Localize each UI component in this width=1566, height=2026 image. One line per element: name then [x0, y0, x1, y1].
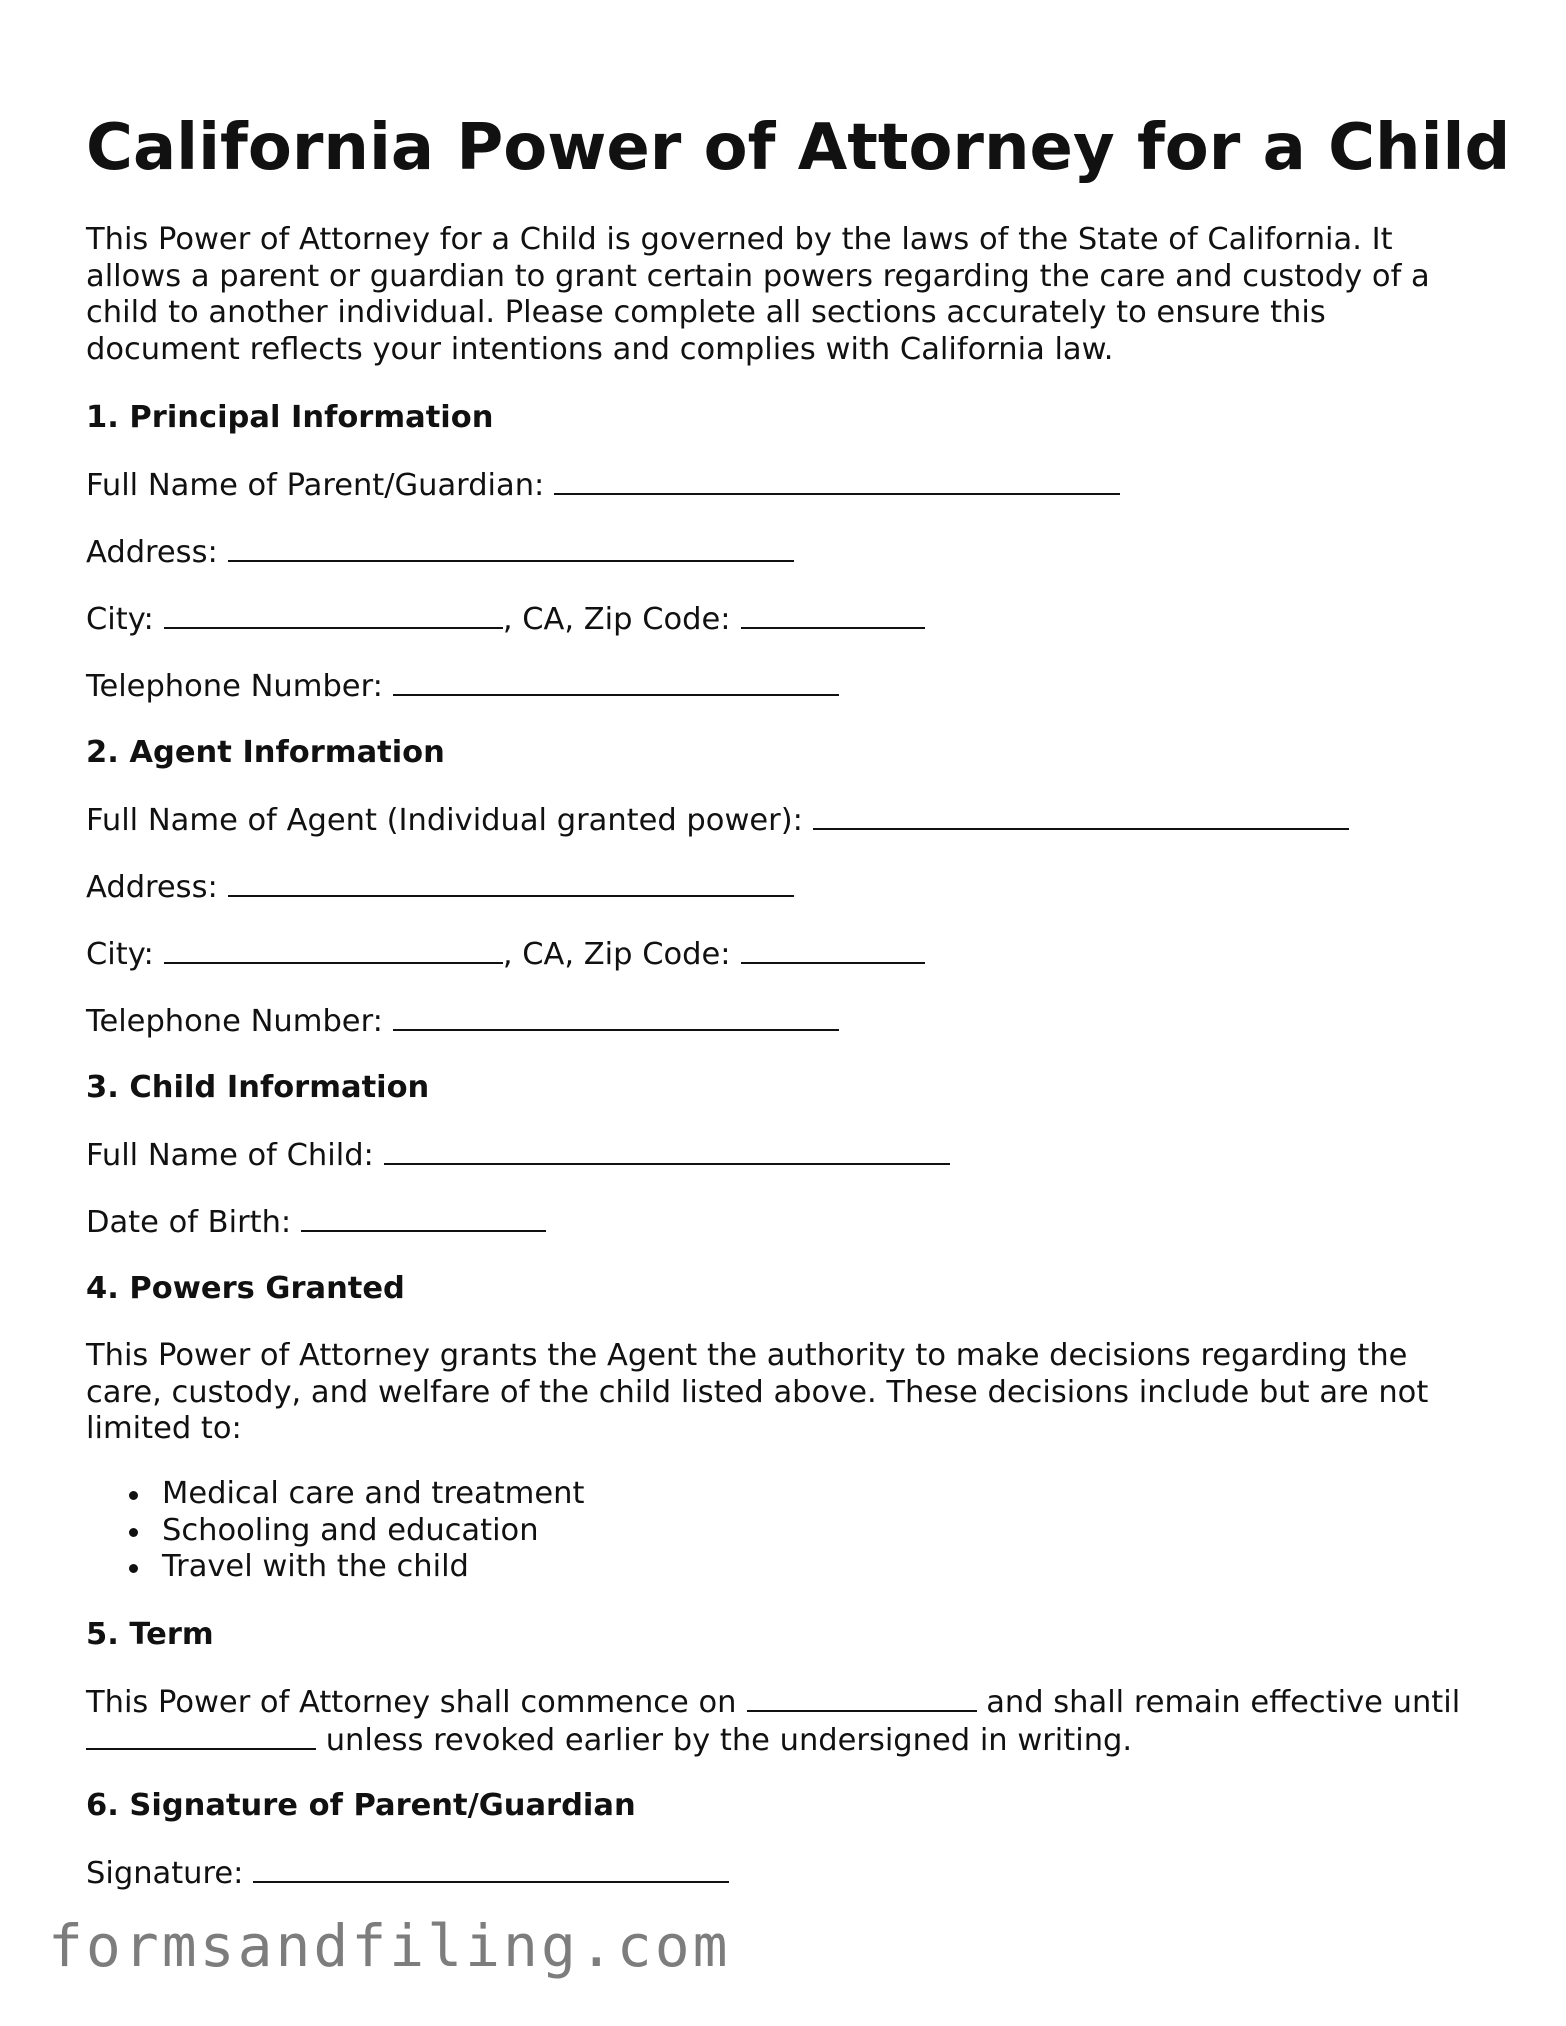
section-heading-child: 3. Child Information [86, 1070, 430, 1105]
principal-state-zip-label: , CA, Zip Code: [502, 602, 731, 637]
agent-state-zip-label: , CA, Zip Code: [502, 937, 731, 972]
principal-telephone-field[interactable] [86, 668, 839, 705]
term-commence-text: This Power of Attorney shall commence on [86, 1685, 737, 1720]
agent-telephone-field[interactable] [86, 1003, 839, 1040]
principal-telephone-blank[interactable] [393, 668, 839, 696]
term-paragraph [86, 1684, 1486, 1759]
power-item-label: Medical care and treatment [162, 1476, 585, 1511]
agent-city-label: City: [86, 937, 154, 972]
power-item-label: Travel with the child [162, 1549, 469, 1584]
powers-list [86, 1476, 584, 1586]
intro-line: document reflects your intentions and complies with California law. [86, 331, 1114, 367]
child-dob-blank[interactable] [301, 1204, 546, 1232]
agent-address-label: Address: [86, 870, 218, 905]
list-item [86, 1513, 584, 1550]
term-start-date-blank[interactable] [747, 1684, 977, 1712]
signature-blank[interactable] [253, 1855, 729, 1883]
agent-telephone-blank[interactable] [393, 1003, 839, 1031]
term-until-text: and shall remain effective until [986, 1685, 1461, 1720]
agent-telephone-label: Telephone Number: [86, 1004, 383, 1039]
powers-line: care, custody, and welfare of the child listed above. These decisions include but are not [86, 1374, 1429, 1410]
principal-city-label: City: [86, 602, 154, 637]
watermark-text: formsandfiling.com [48, 1912, 731, 1980]
child-dob-field[interactable] [86, 1204, 546, 1241]
agent-city-zip-field[interactable] [86, 936, 925, 973]
signature-field[interactable] [86, 1855, 729, 1892]
bullet-icon [129, 1491, 138, 1500]
section-heading-signature: 6. Signature of Parent/Guardian [86, 1788, 636, 1823]
signature-label: Signature: [86, 1856, 244, 1891]
intro-line: child to another individual. Please complete all sections accurately to ensure this [86, 295, 1326, 330]
principal-telephone-label: Telephone Number: [86, 669, 383, 704]
principal-name-label: Full Name of Parent/Guardian: [86, 468, 545, 503]
powers-line: limited to: [86, 1411, 242, 1446]
principal-city-zip-field[interactable] [86, 601, 925, 638]
powers-paragraph [86, 1338, 1486, 1448]
bullet-icon [129, 1564, 138, 1573]
section-heading-powers: 4. Powers Granted [86, 1271, 405, 1306]
child-name-field[interactable] [86, 1137, 950, 1174]
section-heading-agent: 2. Agent Information [86, 735, 445, 770]
child-name-label: Full Name of Child: [86, 1138, 374, 1173]
agent-address-blank[interactable] [228, 869, 794, 897]
principal-address-label: Address: [86, 535, 218, 570]
term-line [86, 1684, 1486, 1722]
power-item-label: Schooling and education [162, 1512, 539, 1548]
agent-zip-blank[interactable] [741, 936, 925, 964]
list-item [86, 1549, 584, 1586]
section-heading-principal: 1. Principal Information [86, 400, 494, 435]
agent-name-label: Full Name of Agent (Individual granted power): [86, 803, 803, 838]
term-end-date-blank[interactable] [86, 1722, 316, 1750]
agent-city-blank[interactable] [164, 936, 503, 964]
agent-address-field[interactable] [86, 869, 794, 906]
list-item [86, 1476, 584, 1513]
child-dob-label: Date of Birth: [86, 1205, 292, 1240]
agent-name-field[interactable] [86, 802, 1349, 839]
page-title: California Power of Attorney for a Child [86, 111, 1511, 185]
principal-address-field[interactable] [86, 534, 794, 571]
intro-line: This Power of Attorney for a Child is governed by the laws of the State of California. It [86, 222, 1393, 257]
intro-paragraph [86, 222, 1486, 368]
term-revoked-text: unless revoked earlier by the undersigned in writing. [325, 1722, 1133, 1758]
principal-address-blank[interactable] [228, 534, 794, 562]
principal-name-blank[interactable] [554, 467, 1120, 495]
intro-line: allows a parent or guardian to grant certain powers regarding the care and custody of a [86, 258, 1430, 294]
child-name-blank[interactable] [384, 1137, 950, 1165]
bullet-icon [129, 1528, 138, 1537]
powers-line: This Power of Attorney grants the Agent the authority to make decisions regarding the [86, 1338, 1408, 1373]
term-line [86, 1722, 1486, 1760]
section-heading-term: 5. Term [86, 1617, 214, 1652]
principal-name-field[interactable] [86, 467, 1120, 504]
principal-zip-blank[interactable] [741, 601, 925, 629]
agent-name-blank[interactable] [813, 802, 1349, 830]
principal-city-blank[interactable] [164, 601, 503, 629]
